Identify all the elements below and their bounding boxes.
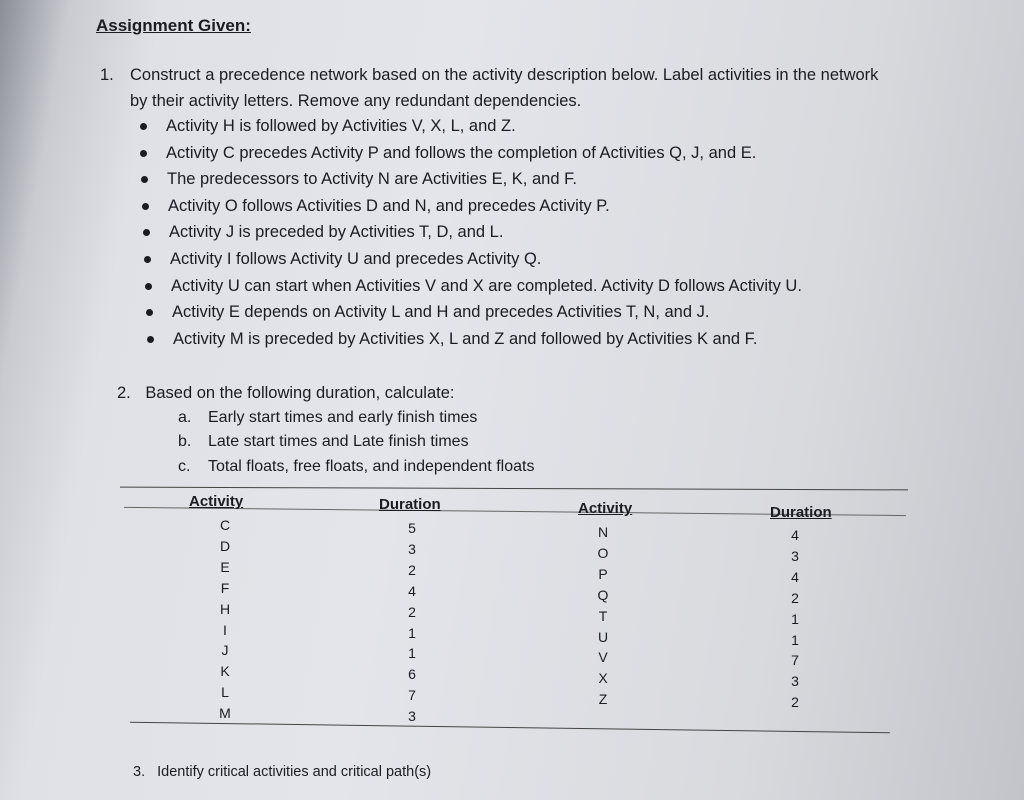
bullet-dot-icon: [144, 256, 151, 263]
activity-column-left: [205, 515, 245, 724]
duration-cell: 7: [791, 652, 799, 669]
activity-cell: C: [219, 517, 231, 533]
duration-cell: 2: [791, 694, 799, 711]
bullet-text: Activity M is preceded by Activities X, L and Z and followed by Activities K and F.: [173, 329, 758, 348]
assignment-heading: Assignment Given:: [96, 16, 251, 35]
activity-cell: U: [597, 628, 609, 645]
duration-cell: 3: [791, 547, 799, 564]
bullet-text: The predecessors to Activity N are Activities E, K, and F.: [167, 170, 577, 189]
subitem-letter: c.: [178, 458, 191, 475]
activity-cell: E: [220, 558, 230, 575]
activity-cell: K: [220, 663, 230, 680]
subitem-letter: a.: [178, 409, 192, 426]
bullet-dot-icon: [145, 283, 152, 290]
activity-cell: P: [598, 565, 608, 582]
bullet-item: [142, 193, 902, 220]
duration-column-left: [397, 518, 427, 727]
table-top-rule: [120, 487, 908, 491]
activity-cell: T: [598, 607, 608, 624]
header-duration-right: Duration: [770, 504, 832, 521]
question-2-number: 2.: [117, 384, 131, 402]
header-activity-left: Activity: [189, 493, 244, 510]
duration-cell: 3: [408, 708, 416, 725]
activity-cell: M: [219, 705, 231, 722]
subitem-letter: b.: [178, 433, 192, 450]
bullet-item: [143, 219, 903, 246]
question-3-text: Identify critical activities and critical path(s): [157, 764, 432, 780]
duration-cell: 1: [408, 645, 416, 662]
question-2: [117, 380, 454, 406]
header-activity-right: Activity: [578, 500, 633, 517]
activity-cell: D: [219, 537, 231, 554]
activity-cell: V: [598, 649, 608, 666]
bullet-text: Activity J is preceded by Activities T, D, and L.: [169, 223, 504, 242]
question-1: [100, 62, 900, 114]
bullet-item: [147, 326, 907, 353]
activity-column-right: [588, 522, 618, 710]
duration-cell: 2: [791, 589, 799, 606]
bullet-dot-icon: [146, 309, 153, 316]
question-1-bullet-list: [140, 113, 900, 352]
bullet-text: Activity E depends on Activity L and H and precedes Activities T, N, and J.: [172, 303, 710, 322]
subitem-text: Early start times and early finish times: [208, 409, 478, 426]
duration-cell: 3: [791, 673, 799, 690]
activity-cell: N: [597, 524, 609, 540]
duration-cell: 4: [408, 582, 416, 599]
bullet-text: Activity I follows Activity U and precedes Activity Q.: [170, 249, 542, 268]
bullet-text: Activity C precedes Activity P and follows the completion of Activities Q, J, and E.: [166, 143, 757, 162]
duration-column-right: [780, 525, 810, 713]
bullet-dot-icon: [147, 336, 154, 343]
bullet-item: [141, 166, 901, 193]
question-2-subitem: [178, 431, 469, 453]
bullet-item: [144, 246, 904, 273]
subitem-text: Late start times and Late finish times: [208, 433, 469, 450]
question-2-subitem: [178, 407, 477, 429]
question-2-text: Based on the following duration, calculate:: [145, 384, 455, 402]
question-2-subitem: [178, 456, 534, 478]
header-duration-left: Duration: [379, 496, 441, 513]
bullet-text: Activity U can start when Activities V and X are completed. Activity D follows Activity U.: [171, 276, 802, 295]
question-3-number: 3.: [133, 764, 146, 780]
duration-cell: 1: [408, 624, 416, 641]
duration-cell: 5: [408, 520, 416, 536]
bullet-item: [140, 113, 900, 140]
duration-cell: 1: [791, 610, 799, 627]
activity-cell: F: [220, 579, 230, 596]
bullet-dot-icon: [143, 229, 150, 236]
activity-cell: I: [223, 621, 227, 638]
activity-cell: O: [597, 544, 609, 561]
question-1-text: Construct a precedence network based on the activity description below. Label activities in the network by their activity letters. Remove any redundant dependencies.: [130, 66, 879, 110]
bullet-item: [145, 273, 905, 300]
duration-cell: 3: [408, 540, 416, 557]
bullet-item: [140, 140, 900, 167]
bullet-item: [146, 299, 906, 326]
bullet-dot-icon: [140, 123, 147, 130]
activity-cell: H: [219, 600, 231, 617]
duration-cell: 4: [791, 527, 799, 543]
bullet-dot-icon: [141, 176, 148, 183]
duration-cell: 7: [408, 687, 416, 704]
duration-cell: 2: [408, 561, 416, 578]
activity-cell: L: [221, 684, 229, 701]
activity-cell: J: [221, 642, 229, 659]
activity-cell: Q: [597, 586, 609, 603]
duration-cell: 2: [408, 603, 416, 620]
subitem-text: Total floats, free floats, and independent floats: [208, 458, 535, 475]
bullet-text: Activity H is followed by Activities V, X, L, and Z.: [166, 117, 516, 135]
duration-cell: 1: [791, 631, 799, 648]
bullet-dot-icon: [142, 203, 149, 210]
activity-cell: X: [598, 670, 608, 687]
duration-cell: 6: [408, 666, 416, 683]
activity-cell: Z: [598, 691, 608, 708]
table-bottom-rule: [130, 722, 890, 734]
question-3: [133, 764, 431, 780]
bullet-dot-icon: [140, 150, 147, 157]
bullet-text: Activity O follows Activities D and N, and precedes Activity P.: [168, 196, 610, 215]
duration-cell: 4: [791, 568, 799, 585]
question-1-number: 1.: [100, 66, 114, 84]
